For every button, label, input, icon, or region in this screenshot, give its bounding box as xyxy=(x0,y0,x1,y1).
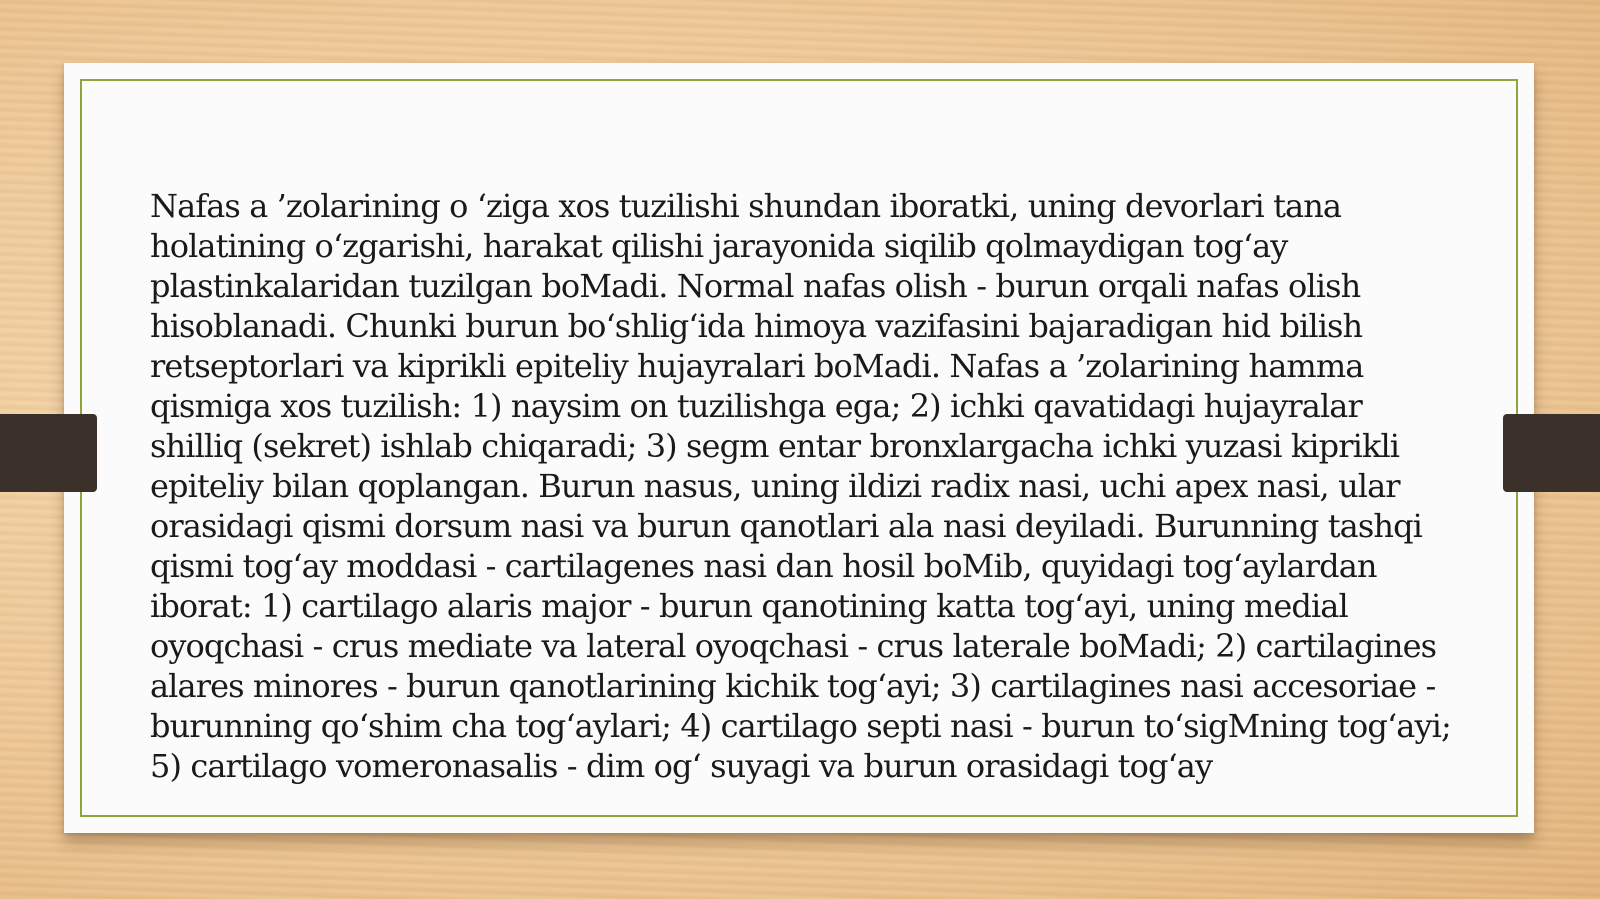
left-decorative-tab xyxy=(0,414,97,492)
right-decorative-tab xyxy=(1503,414,1600,492)
slide-body-text: Nafas a ’zolarining o ‘ziga xos tuzilishi shundan iboratki, uning devorlari tana holatining o‘zgarishi, harakat qilishi jarayonida siqilib qolmaydigan tog‘ay plastinkalaridan tuzilgan boMadi. Normal nafas olish - burun orqali nafas olish hisoblanadi. Chunki burun bo‘shlig‘ida himoya vazifasini bajaradigan hid bilish retseptorlari va kiprikli epiteliy hujayralari boMadi. Nafas a ’zolarining hamma qismiga xos tuzilish: 1) naysim on tuzilishga ega; 2) ichki qavatidagi hujayralar shilliq (sekret) ishlab chiqaradi; 3) segm entar bronxlargacha ichki yuzasi kiprikli epiteliy bilan qoplangan. Burun nasus, uning ildizi radix nasi, uchi apex nasi, ular orasidagi qismi dorsum nasi va burun qanotlari ala nasi deyiladi. Burunning tashqi qismi tog‘ay moddasi - cartilagenes nasi dan hosil boMib, quyidagi tog‘aylardan iborat: 1) cartilago alaris major - burun qanotining katta tog‘ayi, uning medial oyoqchasi - crus mediate va lateral oyoqchasi - crus laterale boMadi; 2) cartilagines alares minores - burun qanotlarining kichik tog‘ayi; 3) cartilagines nasi accesoriae - burunning qo‘shim cha tog‘aylari; 4) cartilago septi nasi - burun to‘sigMning tog‘ayi; 5) cartilago vomeronasalis - dim og‘ suyagi va burun orasidagi tog‘ay xyxy=(150,187,1451,785)
